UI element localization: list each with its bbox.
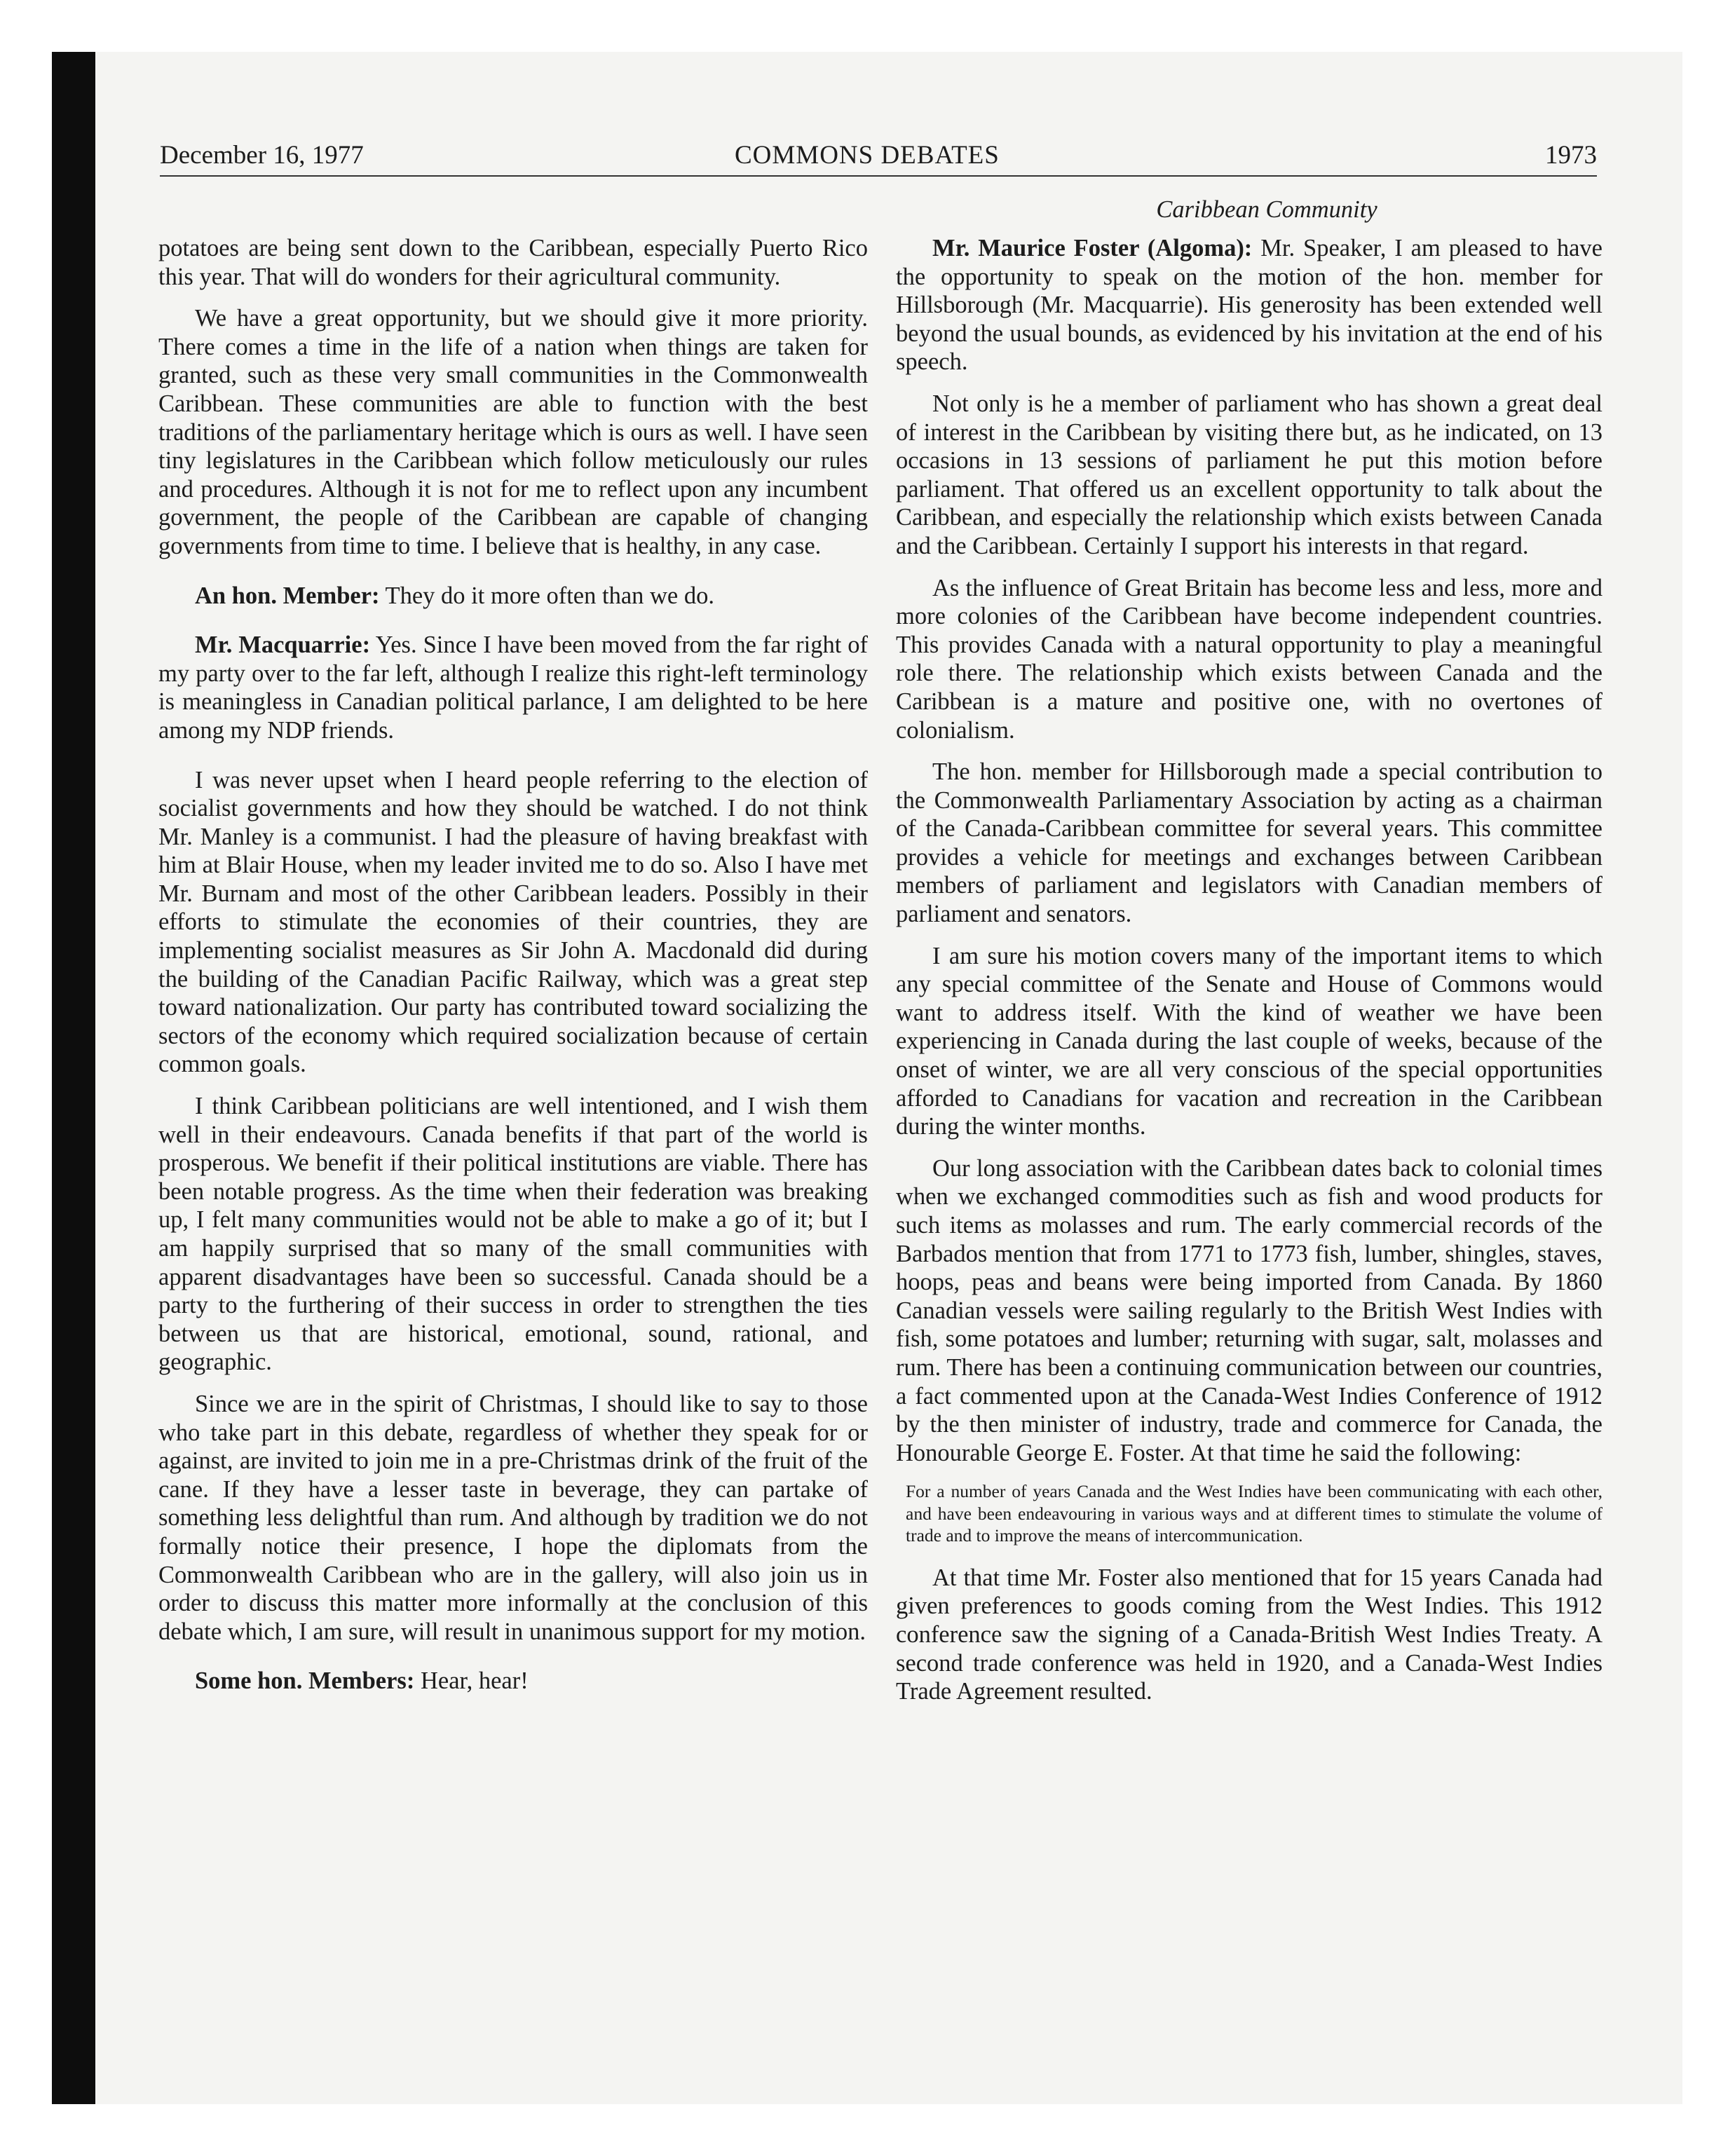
speech-text: They do it more often than we do. bbox=[379, 582, 714, 609]
header-rule bbox=[160, 175, 1597, 177]
speaker-name: An hon. Member: bbox=[195, 582, 380, 609]
paragraph: At that time Mr. Foster also mentioned that for 15 years Canada had given preferences to goods coming from the West Indies. This 1912 conference saw the signing of a Canada-British West Indies Treaty. A second trade conference was held in 1920, and a Canada-West Indies Trade Agreement resulted. bbox=[896, 1564, 1603, 1705]
paragraph: I am sure his motion covers many of the important items to which any special committee of the Senate and House of Commons would want to address itself. With the kind of weather we have been experiencing in Canada during the last couple of weeks, because of the onset of winter, we are all very conscious of the special opportunities afforded to Canadians for vacation and recreation in the Caribbean during the winter months. bbox=[896, 942, 1603, 1140]
paragraph: As the influence of Great Britain has become less and less, more and more colonies of the Caribbean have become independent countries. This provides Canada with a natural opportunity to play a meaningful role there. The relationship which exists between Canada and the Caribbean is a mature and positive one, with no overtones of colonialism. bbox=[896, 574, 1603, 744]
paragraph: Our long association with the Caribbean dates back to colonial times when we exchanged commodities such as fish and wood products for such items as molasses and rum. The early commercial records of the Barbados mention that from 1771 to 1773 fish, lumber, shingles, staves, hoops, peas and beans were being imported from Canada. By 1860 Canadian vessels were sailing regularly to the British West Indies with fish, some potatoes and lumber; returning with sugar, salt, molasses and rum. There has been a continuing communication between our countries, a fact commented upon at the Canada-West Indies Conference of 1912 by the then minister of industry, trade and commerce for Canada, the Honourable George E. Foster. At that time he said the following: bbox=[896, 1154, 1603, 1466]
paragraph: I think Caribbean politicians are well intentioned, and I wish them well in their endeavours. Canada benefits if that part of the world is prosperous. We benefit if their political institutions are viable. There has been notable progress. As the time when their federation was breaking up, I felt many communities would not be able to make a go of it; but I am happily surprised that so many of the small communities with apparent disadvantages have been so successful. Canada should be a party to the furthering of their success in order to strengthen the ties between us that are historical, emotional, sound, rational, and geographic. bbox=[158, 1093, 868, 1376]
speech-text: Hear, hear! bbox=[414, 1667, 529, 1695]
paragraph: potatoes are being sent down to the Caribbean, especially Puerto Rico this year. That will do wonders for their agricultural community. bbox=[158, 235, 868, 290]
page-header bbox=[160, 140, 1597, 175]
paragraph: Not only is he a member of parliament who has shown a great deal of interest in the Caribbean by visiting there but, as he indicated, on 13 occasions in 13 sessions of parliament he put this motion before parliament. That offered us an excellent opportunity to talk about the Caribbean, and especially the relationship which exists between Canada and the Caribbean. Certainly I support his interests in that regard. bbox=[896, 390, 1603, 559]
speaker-name: Mr. Maurice Foster (Algoma): bbox=[932, 235, 1253, 261]
paragraph: We have a great opportunity, but we should give it more priority. There comes a time in the life of a nation when things are taken for granted, such as these very small communities in the Commonwealth Caribbean. These communities are able to function with the best traditions of the parliamentary heritage which is ours as well. I have seen tiny legislatures in the Caribbean which follow meticulously our rules and procedures. Although it is not for me to reflect upon any incumbent government, the people of the Caribbean are capable of changing governments from time to time. I believe that is healthy, in any case. bbox=[158, 305, 868, 559]
speech-paragraph bbox=[158, 631, 868, 744]
section-title: Caribbean Community bbox=[1156, 196, 1377, 223]
header-page-number: 1973 bbox=[1545, 141, 1597, 170]
speech-paragraph bbox=[896, 234, 1603, 376]
speech-text: Yes. Since I have been moved from the far right of my party over to the far left, although I realize this right-left terminology is meaningless in Canadian political parlance, I am delighted to be here among my NDP friends. bbox=[158, 632, 868, 744]
right-column bbox=[896, 195, 1603, 1719]
left-column bbox=[158, 234, 868, 1717]
speech-paragraph bbox=[158, 1667, 868, 1696]
paragraph: Since we are in the spirit of Christmas, I should like to say to those who take part in this debate, regardless of whether they speak for or against, are invited to join me in a pre-Christmas drink of the fruit of the cane. If they have a lesser taste in beverage, they can partake of something less delightful than rum. And although by tradition we do not formally notice their presence, I hope the diplomats from the Commonwealth Caribbean who are in the gallery, will also join us in order to discuss this matter more informally at the conclusion of this debate which, I am sure, will result in unanimous support for my motion. bbox=[158, 1390, 868, 1645]
speaker-name: Some hon. Members: bbox=[195, 1667, 415, 1695]
paragraph: I was never upset when I heard people referring to the election of socialist governments and how they should be watched. I do not think Mr. Manley is a communist. I had the pleasure of having breakfast with him at Blair House, when my leader invited me to do so. Also I have met Mr. Burnam and most of the other Caribbean leaders. Possibly in their efforts to stimulate the economies of their countries, they are implementing socialist measures as Sir John A. Macdonald did during the building of the Canadian Pacific Railway, which was a great step toward nationalization. Our party has contributed toward socializing the sectors of the economy which required socialization because of certain common goals. bbox=[158, 766, 868, 1078]
speaker-name: Mr. Macquarrie: bbox=[195, 632, 371, 659]
paragraph: The hon. member for Hillsborough made a special contribution to the Commonwealth Parliamentary Association by acting as a chairman of the Canada-Caribbean committee for several years. This committee provides a vehicle for meetings and exchanges between Caribbean members of parliament and legislators with Canadian members of parliament and senators. bbox=[896, 758, 1603, 928]
scan-binding-edge bbox=[52, 52, 95, 2104]
speech-paragraph bbox=[158, 582, 868, 610]
header-publication: COMMONS DEBATES bbox=[735, 141, 1000, 170]
speech-text: Mr. Speaker, I am pleased to have the opportunity to speak on the motion of the hon. member for Hillsborough (Mr. Macquarrie). His generosity has been extended well beyond the usual bounds, as evidenced by his invitation at the end of his speech. bbox=[896, 235, 1603, 376]
header-date: December 16, 1977 bbox=[160, 141, 364, 170]
block-quote: For a number of years Canada and the West Indies have been communicating with each other, and have been endeavouring in various ways and at different times to stimulate the volume of trade and to improve the means of intercommunication. bbox=[906, 1481, 1603, 1546]
